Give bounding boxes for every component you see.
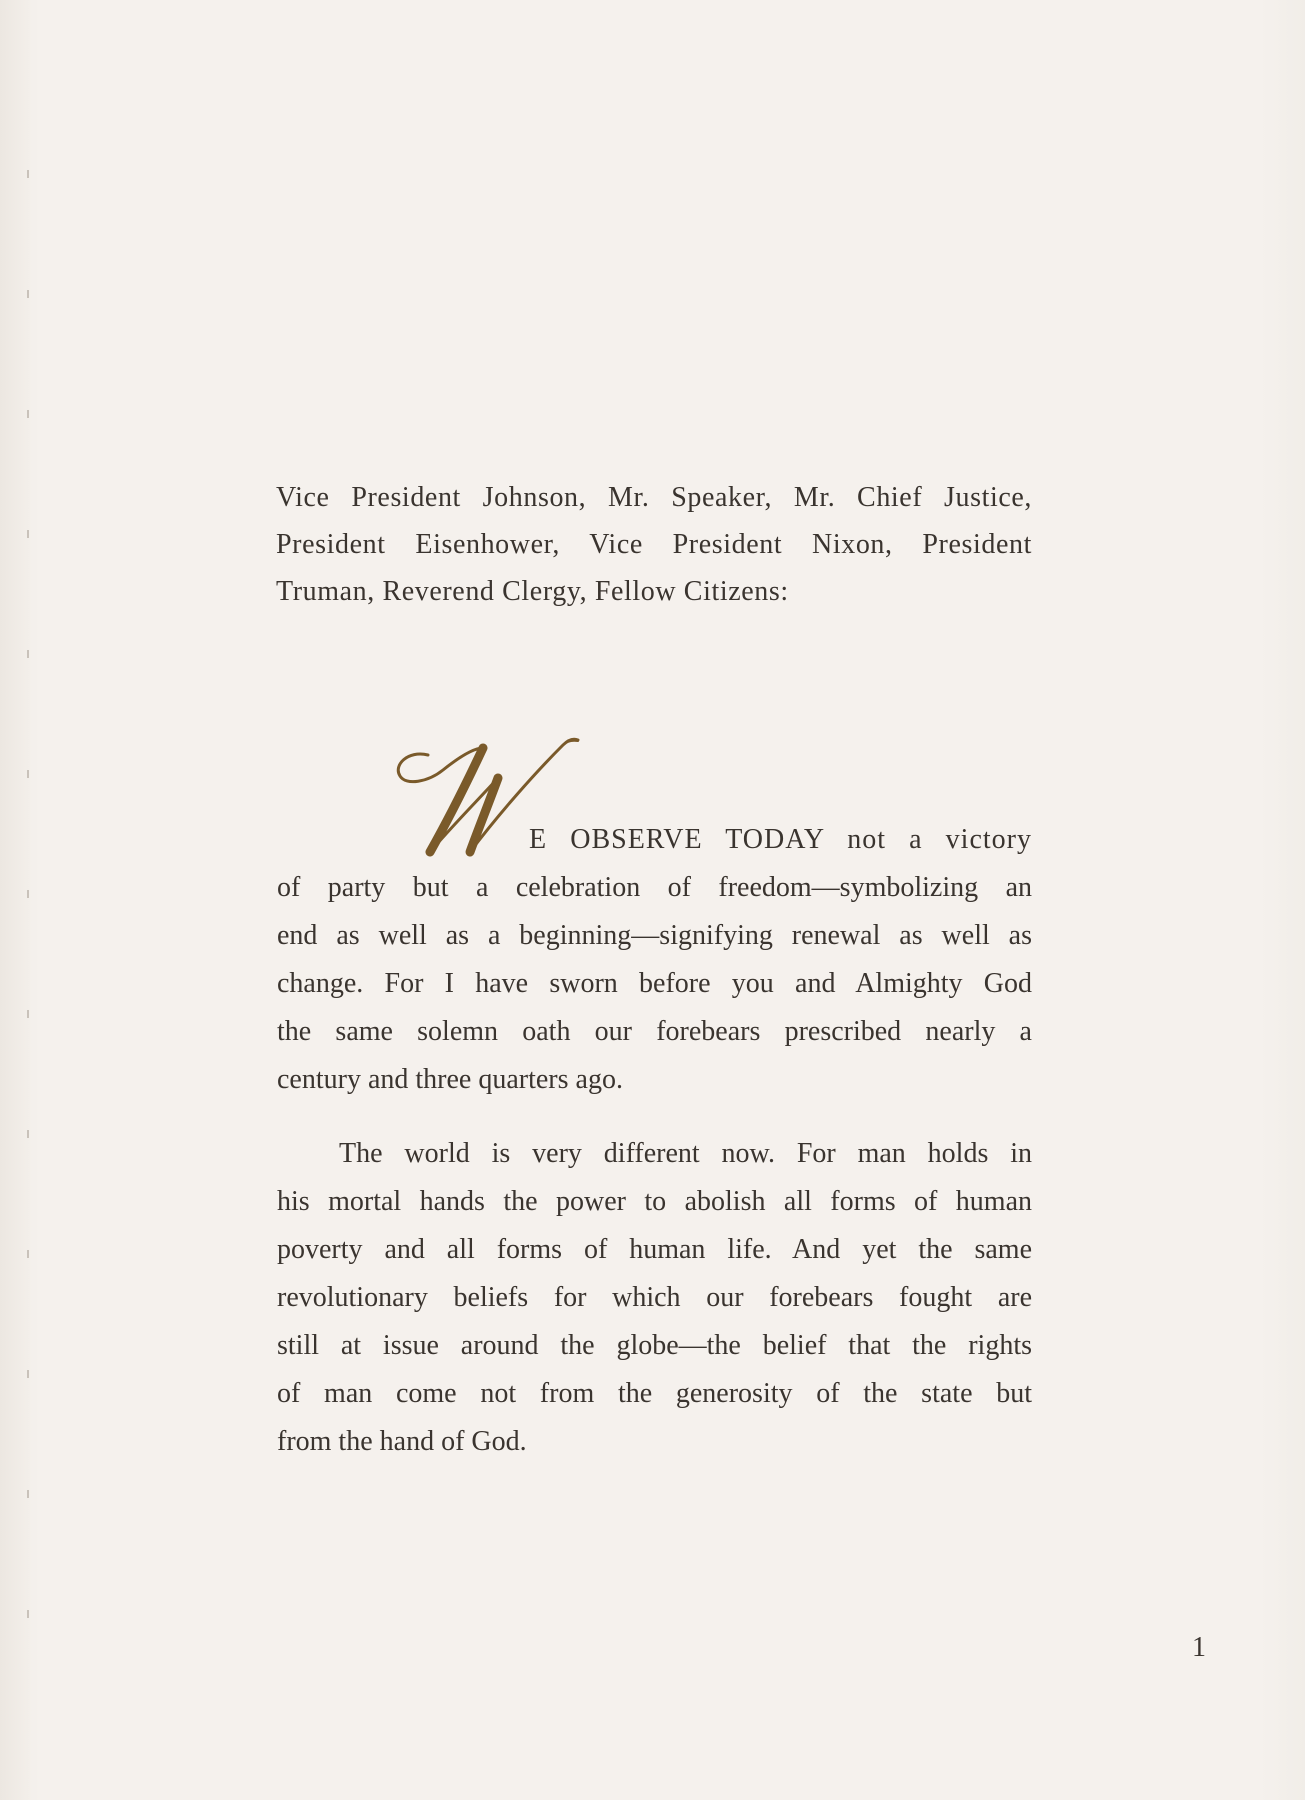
binding-stitch bbox=[27, 650, 29, 658]
drop-cap-letter: W bbox=[388, 730, 389, 731]
binding-stitch bbox=[27, 1250, 29, 1258]
paragraph-line: The world is very different now. For man holds in bbox=[339, 1138, 1032, 1169]
salutation-line: Vice President Johnson, Mr. Speaker, Mr. Chief Justice, bbox=[276, 482, 1032, 513]
paragraph-1 bbox=[277, 816, 1032, 1104]
binding-stitch bbox=[27, 1610, 29, 1618]
salutation-line: President Eisenhower, Vice President Nixon, President bbox=[276, 529, 1032, 560]
salutation bbox=[276, 474, 1032, 615]
paragraph-line: change. For I have sworn before you and Almighty God bbox=[277, 968, 1032, 999]
binding-stitch bbox=[27, 530, 29, 538]
paragraph-line: from the hand of God. bbox=[277, 1426, 527, 1457]
paragraph-line: the same solemn oath our forebears prescribed nearly a bbox=[277, 1016, 1032, 1047]
binding-stitch bbox=[27, 290, 29, 298]
binding-stitch bbox=[27, 890, 29, 898]
paragraph-line: still at issue around the globe—the belief that the rights bbox=[277, 1330, 1032, 1361]
binding-edge bbox=[0, 0, 30, 1800]
paragraph-line: end as well as a beginning—signifying renewal as well as bbox=[277, 920, 1032, 951]
binding-stitch bbox=[27, 1490, 29, 1498]
binding-stitch bbox=[27, 410, 29, 418]
paragraph-line: century and three quarters ago. bbox=[277, 1064, 623, 1095]
paragraph-line: of man come not from the generosity of the state but bbox=[277, 1378, 1032, 1409]
binding-stitch bbox=[27, 1370, 29, 1378]
paragraph-line: revolutionary beliefs for which our forebears fought are bbox=[277, 1282, 1032, 1313]
binding-stitch bbox=[27, 170, 29, 178]
binding-stitch bbox=[27, 770, 29, 778]
binding-stitch bbox=[27, 1010, 29, 1018]
paragraph-line: of party but a celebration of freedom—symbolizing an bbox=[277, 872, 1032, 903]
paragraph-line: poverty and all forms of human life. And yet the same bbox=[277, 1234, 1032, 1265]
salutation-line: Truman, Reverend Clergy, Fellow Citizens: bbox=[276, 576, 789, 607]
binding-stitch bbox=[27, 1130, 29, 1138]
page-number: 1 bbox=[1192, 1632, 1206, 1663]
paragraph-2 bbox=[277, 1130, 1032, 1466]
paragraph-line: his mortal hands the power to abolish all forms of human bbox=[277, 1186, 1032, 1217]
paragraph-line: E OBSERVE TODAY not a victory bbox=[529, 824, 1032, 855]
